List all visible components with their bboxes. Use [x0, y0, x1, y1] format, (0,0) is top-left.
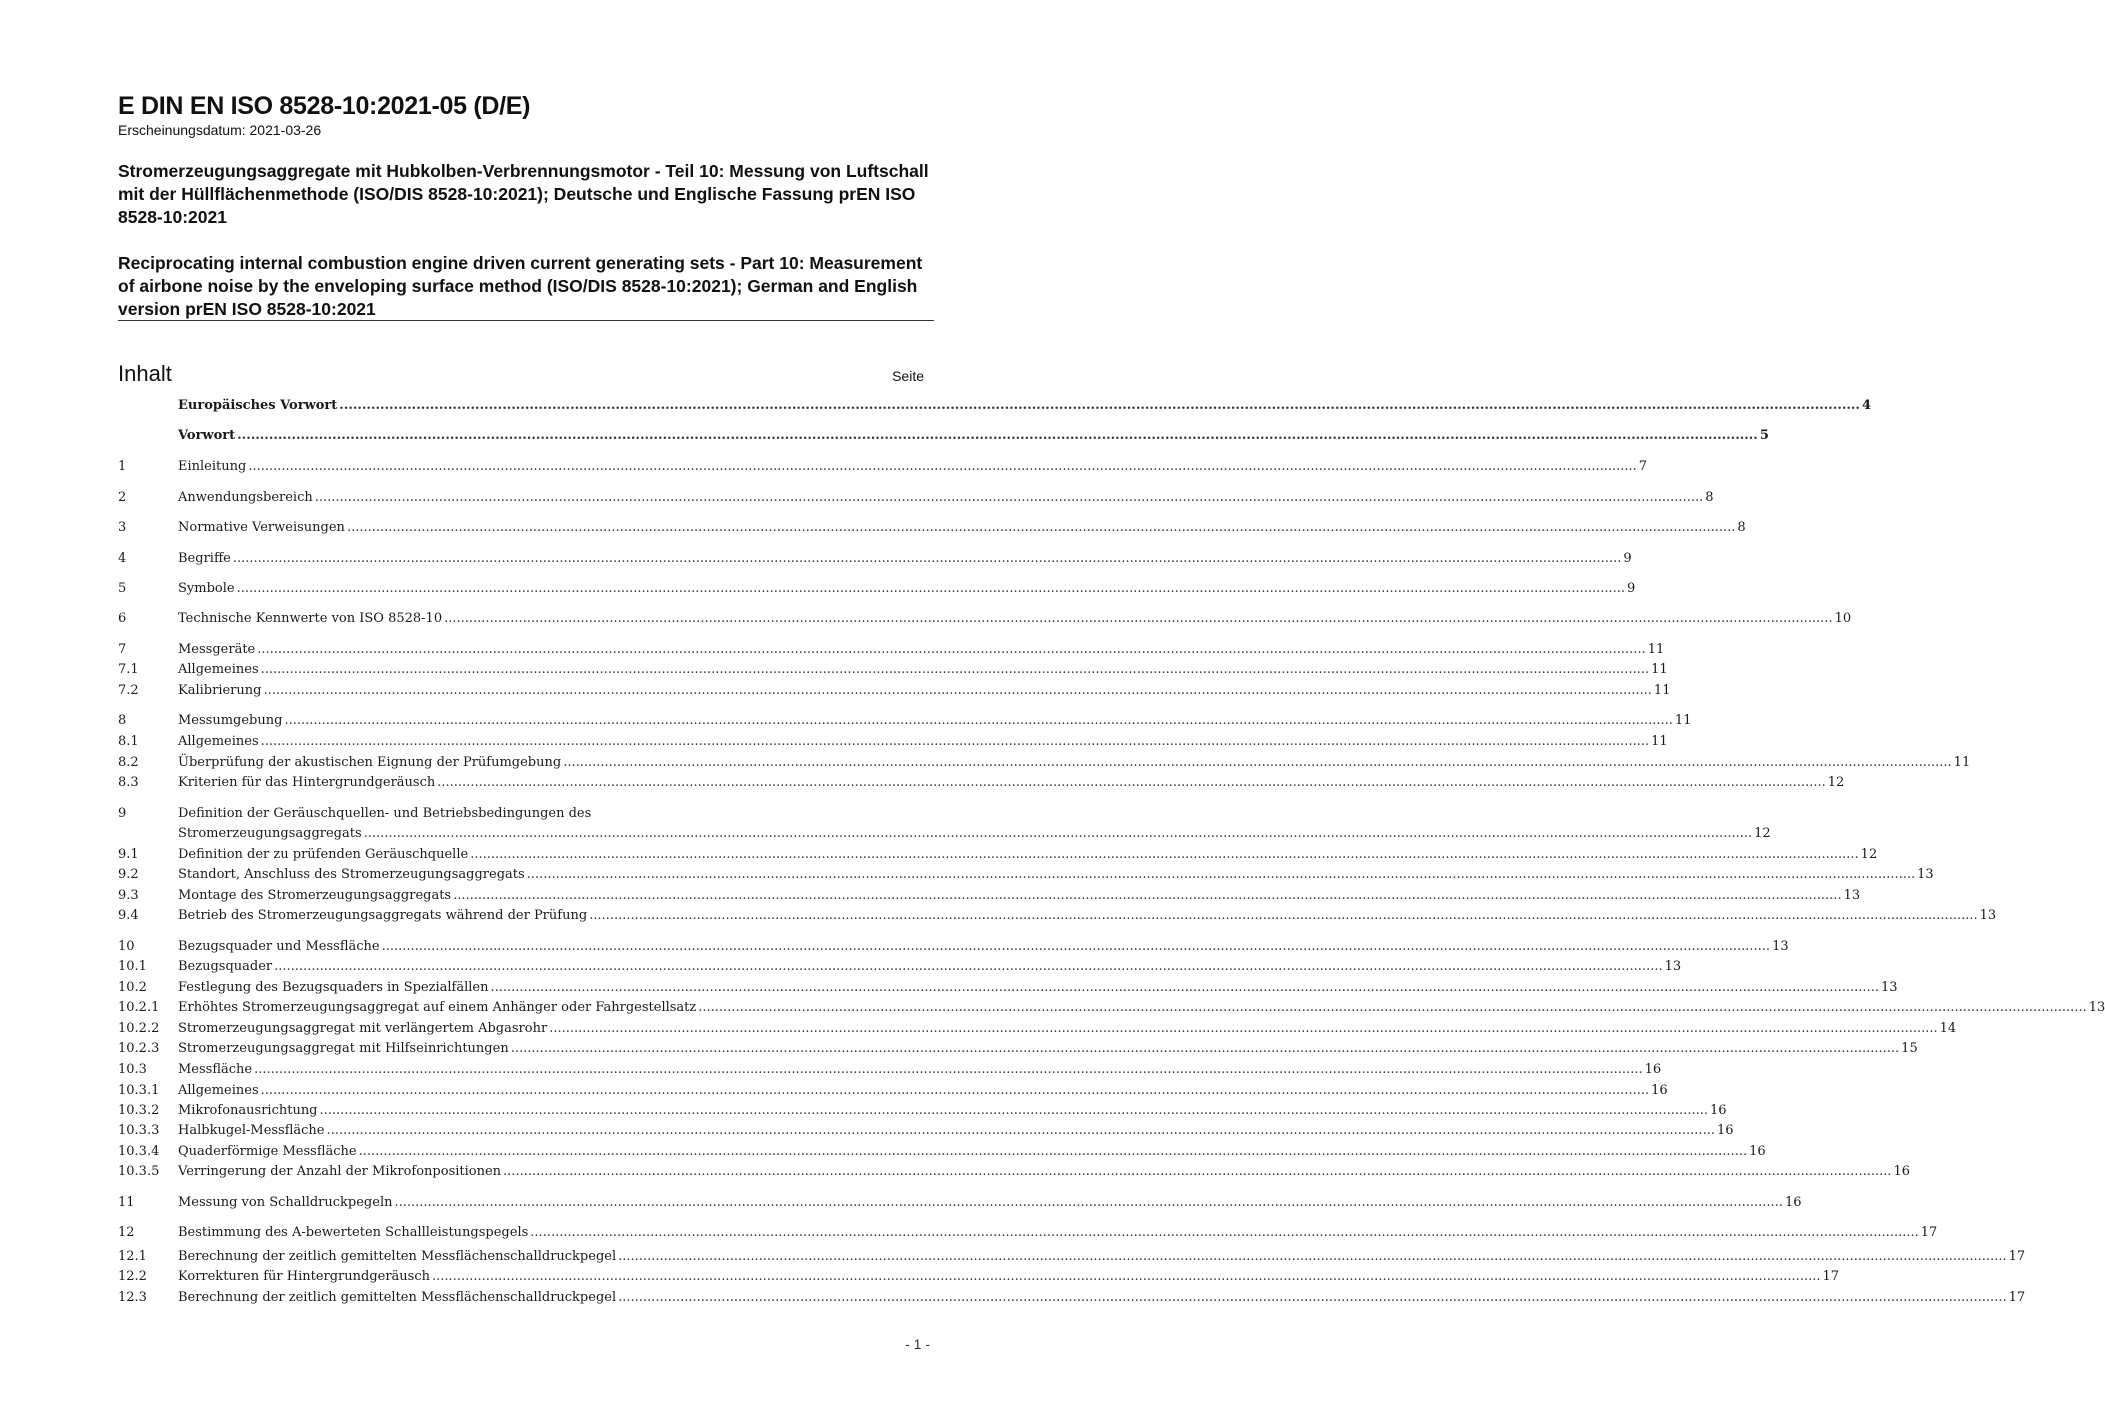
toc-dot-leader	[589, 908, 1977, 923]
toc-dot-leader	[284, 713, 1672, 728]
toc-entry-title: Definition der Geräuschquellen- und Betriebsbedingungen des	[178, 806, 592, 821]
toc-entry-number: 3	[118, 520, 127, 535]
toc-entry-page: 13	[1917, 867, 1934, 882]
toc-entry-title: Allgemeines	[178, 662, 259, 677]
toc-dot-leader	[320, 1103, 1708, 1118]
toc-entry-title: Stromerzeugungsaggregats	[178, 826, 362, 841]
toc-entry-title: Festlegung des Bezugsquaders in Spezialfällen	[178, 980, 489, 995]
toc-dot-leader	[261, 662, 1649, 677]
toc-entry-title: Messgeräte	[178, 642, 256, 657]
toc-entry-page: 15	[1901, 1041, 1918, 1056]
toc-entry-title: Überprüfung der akustischen Eignung der Prüfumgebung	[178, 755, 562, 770]
toc-dot-leader	[530, 1225, 1918, 1240]
toc-entry-page: 10	[1834, 611, 1852, 626]
toc-entry-page: 16	[1716, 1123, 1734, 1138]
toc-entry-page: 13	[1979, 908, 1997, 923]
toc-dot-leader	[364, 826, 1752, 841]
toc-dot-leader	[382, 939, 1770, 954]
toc-entry-page: 11	[1653, 683, 1671, 698]
toc-entry-title: Definition der zu prüfenden Geräuschquelle	[178, 847, 469, 862]
toc-entry[interactable]	[118, 1144, 1766, 1164]
toc-dot-leader	[563, 755, 1951, 770]
toc-entry-title: Kalibrierung	[178, 683, 262, 698]
toc-entry-number: 8.1	[118, 734, 139, 749]
toc-dot-leader	[237, 581, 1625, 596]
toc-entry-number: 9.1	[118, 847, 139, 862]
toc-entry-number: 7.2	[118, 683, 139, 698]
toc-entry[interactable]	[118, 683, 1671, 703]
toc-entry-title: Messfläche	[178, 1062, 253, 1077]
toc-entry-number: 6	[118, 611, 127, 626]
title-english: Reciprocating internal combustion engine driven current generating sets - Part 10: Measurement of airbone noise by the enveloping surface method (ISO/DIS 8528-10:2021); German and English version prEN ISO 8528-10:2021	[118, 253, 923, 319]
toc-entry-title: Stromerzeugungsaggregat mit verlängertem Abgasrohr	[178, 1021, 548, 1036]
toc-entry-page: 13	[2088, 1000, 2105, 1015]
toc-entry-page: 13	[1772, 939, 1789, 954]
toc-entry-page: 17	[1920, 1225, 1938, 1240]
toc-entry[interactable]	[118, 1269, 1840, 1289]
toc-entry-page: 8	[1737, 520, 1746, 535]
toc-entry[interactable]	[118, 888, 1861, 908]
toc-entry[interactable]	[118, 1195, 1802, 1215]
toc-entry-number: 9.4	[118, 908, 139, 923]
toc-entry-number: 10.1	[118, 959, 147, 974]
toc-dot-leader	[527, 867, 1915, 882]
toc-dot-leader	[274, 959, 1662, 974]
toc-entry[interactable]	[118, 642, 1665, 662]
toc-entry-title: Allgemeines	[178, 734, 259, 749]
toc-entry-title: Berechnung der zeitlich gemittelten Messflächenschalldruckpegel	[178, 1249, 617, 1264]
toc-dot-leader	[248, 459, 1636, 474]
toc-entry-number: 7.1	[118, 662, 139, 677]
toc-heading: Inhalt	[118, 361, 172, 386]
toc-dot-leader	[503, 1164, 1891, 1179]
toc-entry-number: 8	[118, 713, 127, 728]
toc-entry-title: Betrieb des Stromerzeugungsaggregats während der Prüfung	[178, 908, 588, 923]
toc-entry-title: Bestimmung des A-bewerteten Schallleistungspegels	[178, 1225, 529, 1240]
toc-dot-leader	[490, 980, 1878, 995]
toc-entry-number: 10.3.1	[118, 1083, 160, 1098]
toc-entry-title: Einleitung	[178, 459, 247, 474]
toc-entry[interactable]	[118, 1225, 1938, 1245]
toc-entry-number: 9	[118, 806, 127, 821]
toc-entry[interactable]	[118, 459, 1648, 479]
toc-page-column-label: Seite	[892, 368, 924, 384]
toc-entry-number: 5	[118, 581, 127, 596]
toc-entry-number: 9.2	[118, 867, 139, 882]
toc-entry-page: 9	[1627, 581, 1636, 596]
toc-dot-leader	[618, 1290, 2006, 1305]
toc-entry-title: Berechnung der zeitlich gemittelten Messflächenschalldruckpegel	[178, 1290, 617, 1305]
toc-entry-number: 12.3	[118, 1290, 147, 1305]
toc-entry-title: Quaderförmige Messfläche	[178, 1144, 357, 1159]
toc-entry-number: 10.3	[118, 1062, 147, 1077]
toc-entry-title: Kriterien für das Hintergrundgeräusch	[178, 775, 436, 790]
toc-entry-title: Allgemeines	[178, 1083, 259, 1098]
toc-dot-leader	[432, 1269, 1820, 1284]
toc-dot-leader	[339, 398, 1860, 413]
toc-entry-number: 9.3	[118, 888, 139, 903]
toc-entry[interactable]	[118, 1000, 2105, 1020]
toc-entry-number: 10.2	[118, 980, 147, 995]
toc-entry-page: 16	[1749, 1144, 1766, 1159]
toc-dot-leader	[359, 1144, 1747, 1159]
toc-entry[interactable]	[118, 847, 1878, 867]
toc-entry[interactable]	[118, 755, 1971, 775]
toc-dot-leader	[549, 1021, 1937, 1036]
toc-entry[interactable]	[118, 428, 1769, 448]
toc-entry[interactable]	[118, 867, 1934, 887]
toc-entry-number: 8.2	[118, 755, 139, 770]
toc-entry[interactable]	[118, 1164, 1911, 1184]
toc-entry-title: Standort, Anschluss des Stromerzeugungsaggregats	[178, 867, 525, 882]
toc-entry-page: 12	[1754, 826, 1771, 841]
toc-entry-title: Stromerzeugungsaggregat mit Hilfseinrichtungen	[178, 1041, 509, 1056]
toc-entry[interactable]	[118, 775, 1845, 795]
document-id: E DIN EN ISO 8528-10:2021-05 (D/E)	[118, 92, 531, 120]
toc-entry-page: 13	[1880, 980, 1898, 995]
toc-entry-page: 16	[1893, 1164, 1911, 1179]
toc-entry-number: 12	[118, 1225, 135, 1240]
toc-entry-number: 10.3.3	[118, 1123, 160, 1138]
toc-entry[interactable]	[118, 734, 1668, 754]
toc-entry[interactable]	[118, 959, 1682, 979]
toc-entry-number: 11	[118, 1195, 135, 1210]
toc-entry-title: Symbole	[178, 581, 235, 596]
toc-entry-page: 5	[1759, 428, 1769, 443]
toc-entry-title: Technische Kennwerte von ISO 8528-10	[178, 611, 443, 626]
toc-entry-title: Anwendungsbereich	[178, 490, 313, 505]
toc-entry[interactable]	[118, 398, 1872, 418]
toc-entry[interactable]	[118, 1062, 1662, 1082]
toc-entry-page: 17	[2008, 1249, 2026, 1264]
toc-entry-title: Messung von Schalldruckpegeln	[178, 1195, 393, 1210]
toc-entry[interactable]	[118, 806, 930, 826]
title-german: Stromerzeugungsaggregate mit Hubkolben-Verbrennungsmotor - Teil 10: Messung von Luftschall mit der Hüllflächenmethode (ISO/DIS 8528-10:2021); Deutsche und Englische Fassung prEN ISO 8528-10:2021	[118, 161, 929, 227]
toc-entry-page: 9	[1623, 551, 1632, 566]
toc-dot-leader	[233, 551, 1621, 566]
toc-entry-number: 1	[118, 459, 127, 474]
toc-entry[interactable]	[118, 1041, 1918, 1061]
toc-entry-page: 11	[1674, 713, 1692, 728]
toc-entry-number: 4	[118, 551, 127, 566]
toc-entry-title: Erhöhtes Stromerzeugungsaggregat auf einem Anhänger oder Fahrgestellsatz	[178, 1000, 697, 1015]
toc-entry-page: 16	[1651, 1083, 1668, 1098]
toc-entry-page: 16	[1784, 1195, 1802, 1210]
toc-entry-page: 12	[1860, 847, 1878, 862]
toc-entry-page: 17	[1822, 1269, 1840, 1284]
toc-entry-number: 12.1	[118, 1249, 147, 1264]
toc-entry-number: 10.3.4	[118, 1144, 160, 1159]
toc-dot-leader	[263, 683, 1651, 698]
toc-entry[interactable]	[118, 826, 1771, 846]
toc-entry-title: Mikrofonausrichtung	[178, 1103, 318, 1118]
page-number: - 1 -	[905, 1336, 930, 1352]
toc-entry-title: Vorwort	[178, 428, 236, 443]
toc-entry-page: 11	[1953, 755, 1971, 770]
toc-entry[interactable]	[118, 1083, 1668, 1103]
toc-entry-page: 16	[1709, 1103, 1727, 1118]
toc-entry-number: 10	[118, 939, 135, 954]
toc-entry[interactable]	[118, 980, 1898, 1000]
toc-entry-number: 2	[118, 490, 127, 505]
toc-dot-leader	[327, 1123, 1715, 1138]
toc-entry[interactable]	[118, 551, 1632, 571]
title-divider	[118, 320, 934, 321]
toc-entry[interactable]	[118, 908, 1997, 928]
toc-entry-page: 8	[1705, 490, 1714, 505]
toc-entry-title: Messumgebung	[178, 713, 283, 728]
toc-entry[interactable]	[118, 490, 1714, 510]
toc-entry-title: Korrekturen für Hintergrundgeräusch	[178, 1269, 431, 1284]
toc-entry[interactable]	[118, 1021, 1957, 1041]
toc-entry-page: 4	[1861, 398, 1872, 413]
toc-dot-leader	[618, 1249, 2006, 1264]
toc-dot-leader	[315, 490, 1703, 505]
toc-entry[interactable]	[118, 1103, 1727, 1123]
publication-date: Erscheinungsdatum: 2021-03-26	[118, 122, 322, 138]
toc-entry[interactable]	[118, 1123, 1734, 1143]
toc-entry-page: 11	[1651, 662, 1668, 677]
toc-entry-number: 10.2.3	[118, 1041, 160, 1056]
toc-entry-title: Europäisches Vorwort	[178, 398, 338, 413]
toc-entry[interactable]	[118, 939, 1789, 959]
toc-dot-leader	[698, 1000, 2086, 1015]
toc-entry-title: Montage des Stromerzeugungsaggregats	[178, 888, 452, 903]
toc-entry[interactable]	[118, 713, 1692, 733]
toc-entry-page: 13	[1664, 959, 1682, 974]
toc-entry-number: 10.2.2	[118, 1021, 160, 1036]
toc-entry[interactable]	[118, 662, 1668, 682]
toc-entry-page: 12	[1827, 775, 1845, 790]
toc-dot-leader	[437, 775, 1825, 790]
toc-entry-title: Bezugsquader	[178, 959, 273, 974]
toc-entry-page: 14	[1939, 1021, 1957, 1036]
toc-entry-title: Halbkugel-Messfläche	[178, 1123, 325, 1138]
toc-entry-page: 7	[1638, 459, 1648, 474]
toc-entry-title: Normative Verweisungen	[178, 520, 345, 535]
toc-dot-leader	[470, 847, 1858, 862]
toc-dot-leader	[347, 520, 1735, 535]
toc-entry-title: Begriffe	[178, 551, 231, 566]
toc-entry-page: 13	[1843, 888, 1861, 903]
toc-dot-leader	[444, 611, 1832, 626]
toc-entry-title: Bezugsquader und Messfläche	[178, 939, 380, 954]
toc-dot-leader	[237, 428, 1758, 443]
toc-dot-leader	[511, 1041, 1899, 1056]
toc-entry-number: 10.3.2	[118, 1103, 160, 1118]
toc-entry-number: 8.3	[118, 775, 139, 790]
toc-entry[interactable]	[118, 611, 1852, 631]
toc-entry[interactable]	[118, 520, 1746, 540]
toc-dot-leader	[453, 888, 1841, 903]
toc-entry-page: 11	[1651, 734, 1668, 749]
toc-entry-title: Verringerung der Anzahl der Mikrofonpositionen	[178, 1164, 502, 1179]
toc-dot-leader	[254, 1062, 1642, 1077]
toc-entry-number: 12.2	[118, 1269, 147, 1284]
toc-entry[interactable]	[118, 1249, 2026, 1269]
toc-entry[interactable]	[118, 581, 1636, 601]
toc-dot-leader	[261, 1083, 1649, 1098]
toc-entry-number: 7	[118, 642, 127, 657]
toc-dot-leader	[261, 734, 1649, 749]
toc-entry-page: 11	[1647, 642, 1665, 657]
toc-entry-number: 10.2.1	[118, 1000, 160, 1015]
toc-entry-page: 16	[1644, 1062, 1662, 1077]
toc-entry[interactable]	[118, 1290, 2026, 1310]
toc-entry-page: 17	[2008, 1290, 2026, 1305]
toc-entry-number: 10.3.5	[118, 1164, 160, 1179]
toc-dot-leader	[394, 1195, 1782, 1210]
toc-dot-leader	[257, 642, 1645, 657]
